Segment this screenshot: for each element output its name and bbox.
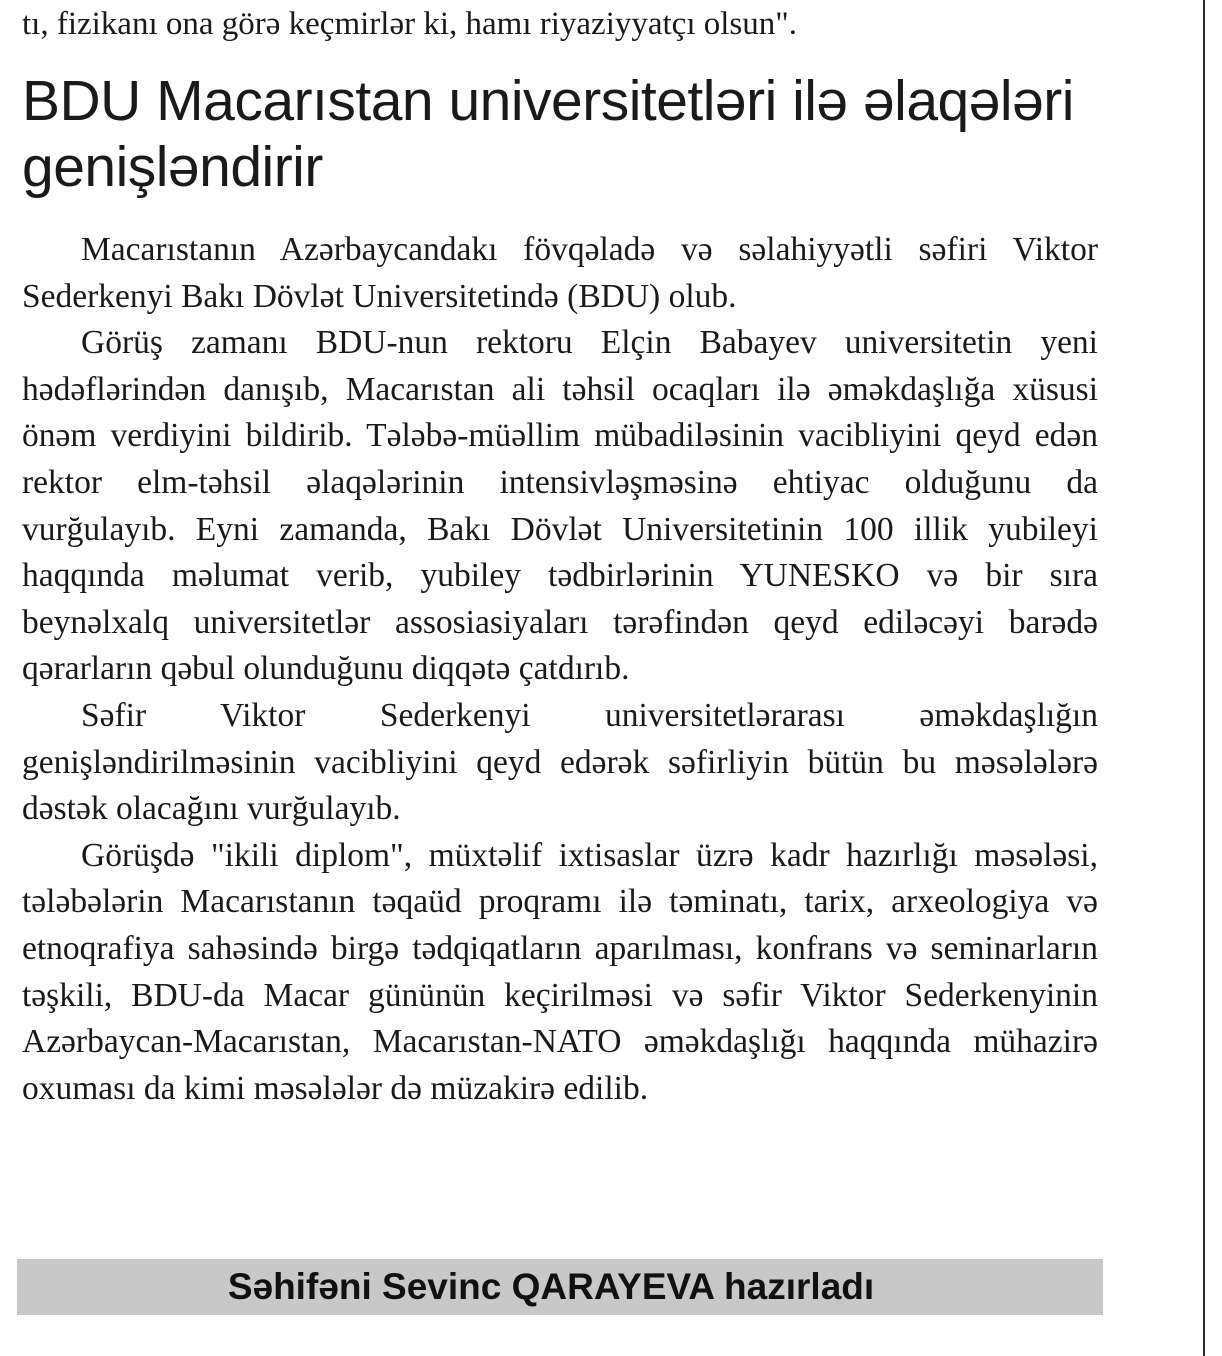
paragraph: Görüşdə "ikili diplom", müxtəlif ixtisaslar üzrə kadr hazırlığı məsələsi, tələbələrin Macarıstanın təqaüd proqramı ilə təminatı, tarix, arxeologiya və etnoqrafiya sahəsində birgə tədqiqatların aparılması, konfrans və seminarların təşkili, BDU-da Macar gününün keçirilməsi və səfir Viktor Sederkenyinin Azərbaycan-Macarıstan, Macarıstan-NATO əməkdaşlığı haqqında mühazirə oxuması da kimi məsələlər də müzakirə edilib. [22, 836, 1098, 1107]
previous-article-tail: tı, fizikanı ona görə keçmirlər ki, hamı riyaziyyatçı olsun". [22, 6, 797, 42]
article [22, 0, 1098, 1112]
paragraph: Səfir Viktor Sederkenyi universitetlərarası əməkdaşlığın genişləndirilməsinin vacibliyini qeyd edərək səfirliyin bütün bu məsələlərə dəstək olacağını vurğulayıb. [22, 696, 1098, 828]
headline: BDU Macarıstan universitetləri ilə əlaqələri genişləndirir [22, 69, 1074, 199]
paragraph: Görüş zamanı BDU-nun rektoru Elçin Babayev universitetin yeni hədəflərindən danışıb, Macarıstan ali təhsil ocaqları ilə əməkdaşlığa xüsusi önəm verdiyini bildirib. Tələbə-müəllim mübadiləsinin vacibliyini qeyd edən rektor elm-təhsil əlaqələrinin intensivləşməsinə ehtiyac olduğunu da vurğulayıb. Eyni zamanda, Bakı Dövlət Universitetinin 100 illik yubileyi haqqında məlumat verib, yubiley tədbirlərinin YUNESKO və bir sıra beynəlxalq universitetlər assosiasiyaları tərəfindən qeyd ediləcəyi barədə qərarların qəbul olunduğunu diqqətə çatdırıb. [22, 324, 1098, 688]
article-body [22, 227, 1098, 1112]
byline-banner: Səhifəni Sevinc QARAYEVA hazırladı [17, 1259, 1103, 1315]
paragraph: Macarıstanın Azərbaycandakı fövqəladə və səlahiyyətli səfiri Viktor Sederkenyi Bakı Dövlət Universitetində (BDU) olub. [22, 231, 1098, 315]
column-rule [1203, 0, 1205, 1356]
